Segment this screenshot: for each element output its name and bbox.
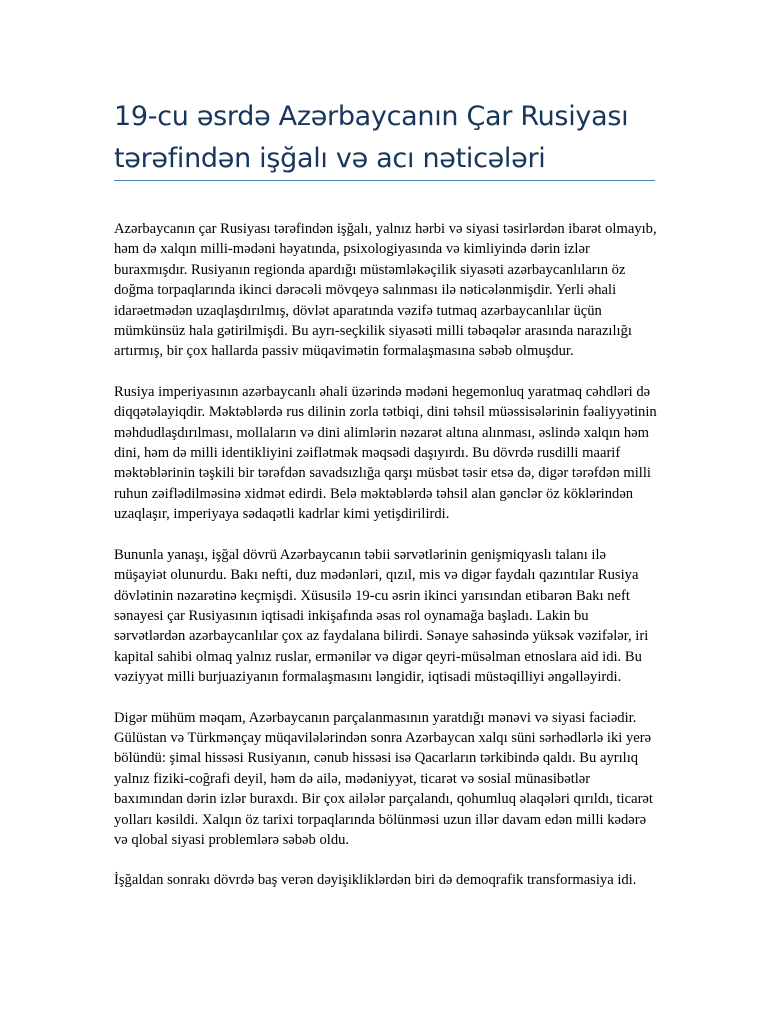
document-body — [114, 219, 659, 911]
paragraph-2: Rusiya imperiyasının azərbaycanlı əhali üzərində mədəni hegemonluq yaratmaq cəhdləri də diqqətəlayiqdir. Məktəblərdə rus dilinin zorla tətbiqi, dini təhsil müəssisələrinin fəaliyyətinin məhdudlaşdırılması, mollaların və dini alimlərin nəzarət altına alınması, əslində xalqın həm dini, həm də milli identikliyini zəiflətmək məqsədi daşıyırdı. Bu dövrdə rusdilli maarif məktəblərinin təşkili bir tərəfdən savadsızlığa qarşı müsbət təsir etsə də, digər tərəfdən milli ruhun zəiflədilməsinə xidmət edirdi. Belə məktəblərdə təhsil alan gənclər öz köklərindən uzaqlaşır, imperiyaya sədaqətli kadrlar kimi yetişdirilirdi. — [114, 383, 657, 523]
paragraph-4: Digər mühüm məqam, Azərbaycanın parçalanmasının yaratdığı mənəvi və siyasi faciədir. Gülüstan və Türkmənçay müqavilələrindən sonra Azərbaycan xalqı süni sərhədlərlə iki yerə bölündü: şimal hissəsi Rusiyanın, cənub hissəsi isə Qacarların tərkibində qaldı. Bu ayrılıq yalnız fiziki-coğrafi deyil, həm də ailə, mədəniyyət, ticarət və sosial münasibətlər baxımından dərin izlər buraxdı. Bir çox ailələr parçalandı, qohumluq əlaqələri qırıldı, ticarət yolları kəsildi. Xalqın öz tarixi torpaqlarında bölünməsi uzun illər davam edən milli kədərə və qlobal siyasi problemlərə səbəb oldu. — [114, 709, 653, 848]
title-underline-divider — [114, 180, 655, 181]
document-title: 19-cu əsrdə Azərbaycanın Çar Rusiyası tərəfindən işğalı və acı nəticələri — [114, 101, 629, 174]
paragraph-1: Azərbaycanın çar Rusiyası tərəfindən işğalı, yalnız hərbi və siyasi təsirlərdən ibarət olmayıb, həm də xalqın milli-mədəni həyatında, psixologiyasında və kimliyində dərin izlər buraxmışdır. Rusiyanın regionda apardığı müstəmləkəçilik siyasəti azərbaycanlıların öz doğma torpaqlarında ikinci dərəcəli mövqeyə salınması ilə nəticələnmişdir. Yerli əhali idarəetmədən uzaqlaşdırılmış, dövlət aparatında vəzifə tutmaq azərbaycanlılar üçün mümkünsüz hala gətirilmişdi. Bu ayrı-seçkilik siyasəti milli təbəqələr arasında narazılığı artırmış, bir çox hallarda passiv müqavimətin formalaşmasına səbəb olmuşdur. — [114, 221, 657, 360]
paragraph-3: Bununla yanaşı, işğal dövrü Azərbaycanın təbii sərvətlərinin genişmiqyaslı talanı ilə müşayiət olunurdu. Bakı nefti, duz mədənləri, qızıl, mis və digər faydalı qazıntılar Rusiya dövlətinin nəzarətinə keçmişdi. Xüsusilə 19-cu əsrin ikinci yarısından etibarən Bakı neft sənayesi çar Rusiyasının iqtisadi inkişafında əsas rol oynamağa başladı. Lakin bu sərvətlərdən azərbaycanlılar çox az faydalana bilirdi. Sənaye sahəsində yüksək vəzifələr, iri kapital sahibi olmaq yalnız ruslar, ermənilər və digər qeyri-müsəlman etnoslara aid idi. Bu vəziyyət milli burjuaziyanın formalaşmasını ləngidir, iqtisadi müstəqilliyi əngəlləyirdi. — [114, 546, 649, 686]
paragraph-5: İşğaldan sonrakı dövrdə baş verən dəyişikliklərdən biri də demoqrafik transformasiya idi. — [114, 872, 637, 889]
